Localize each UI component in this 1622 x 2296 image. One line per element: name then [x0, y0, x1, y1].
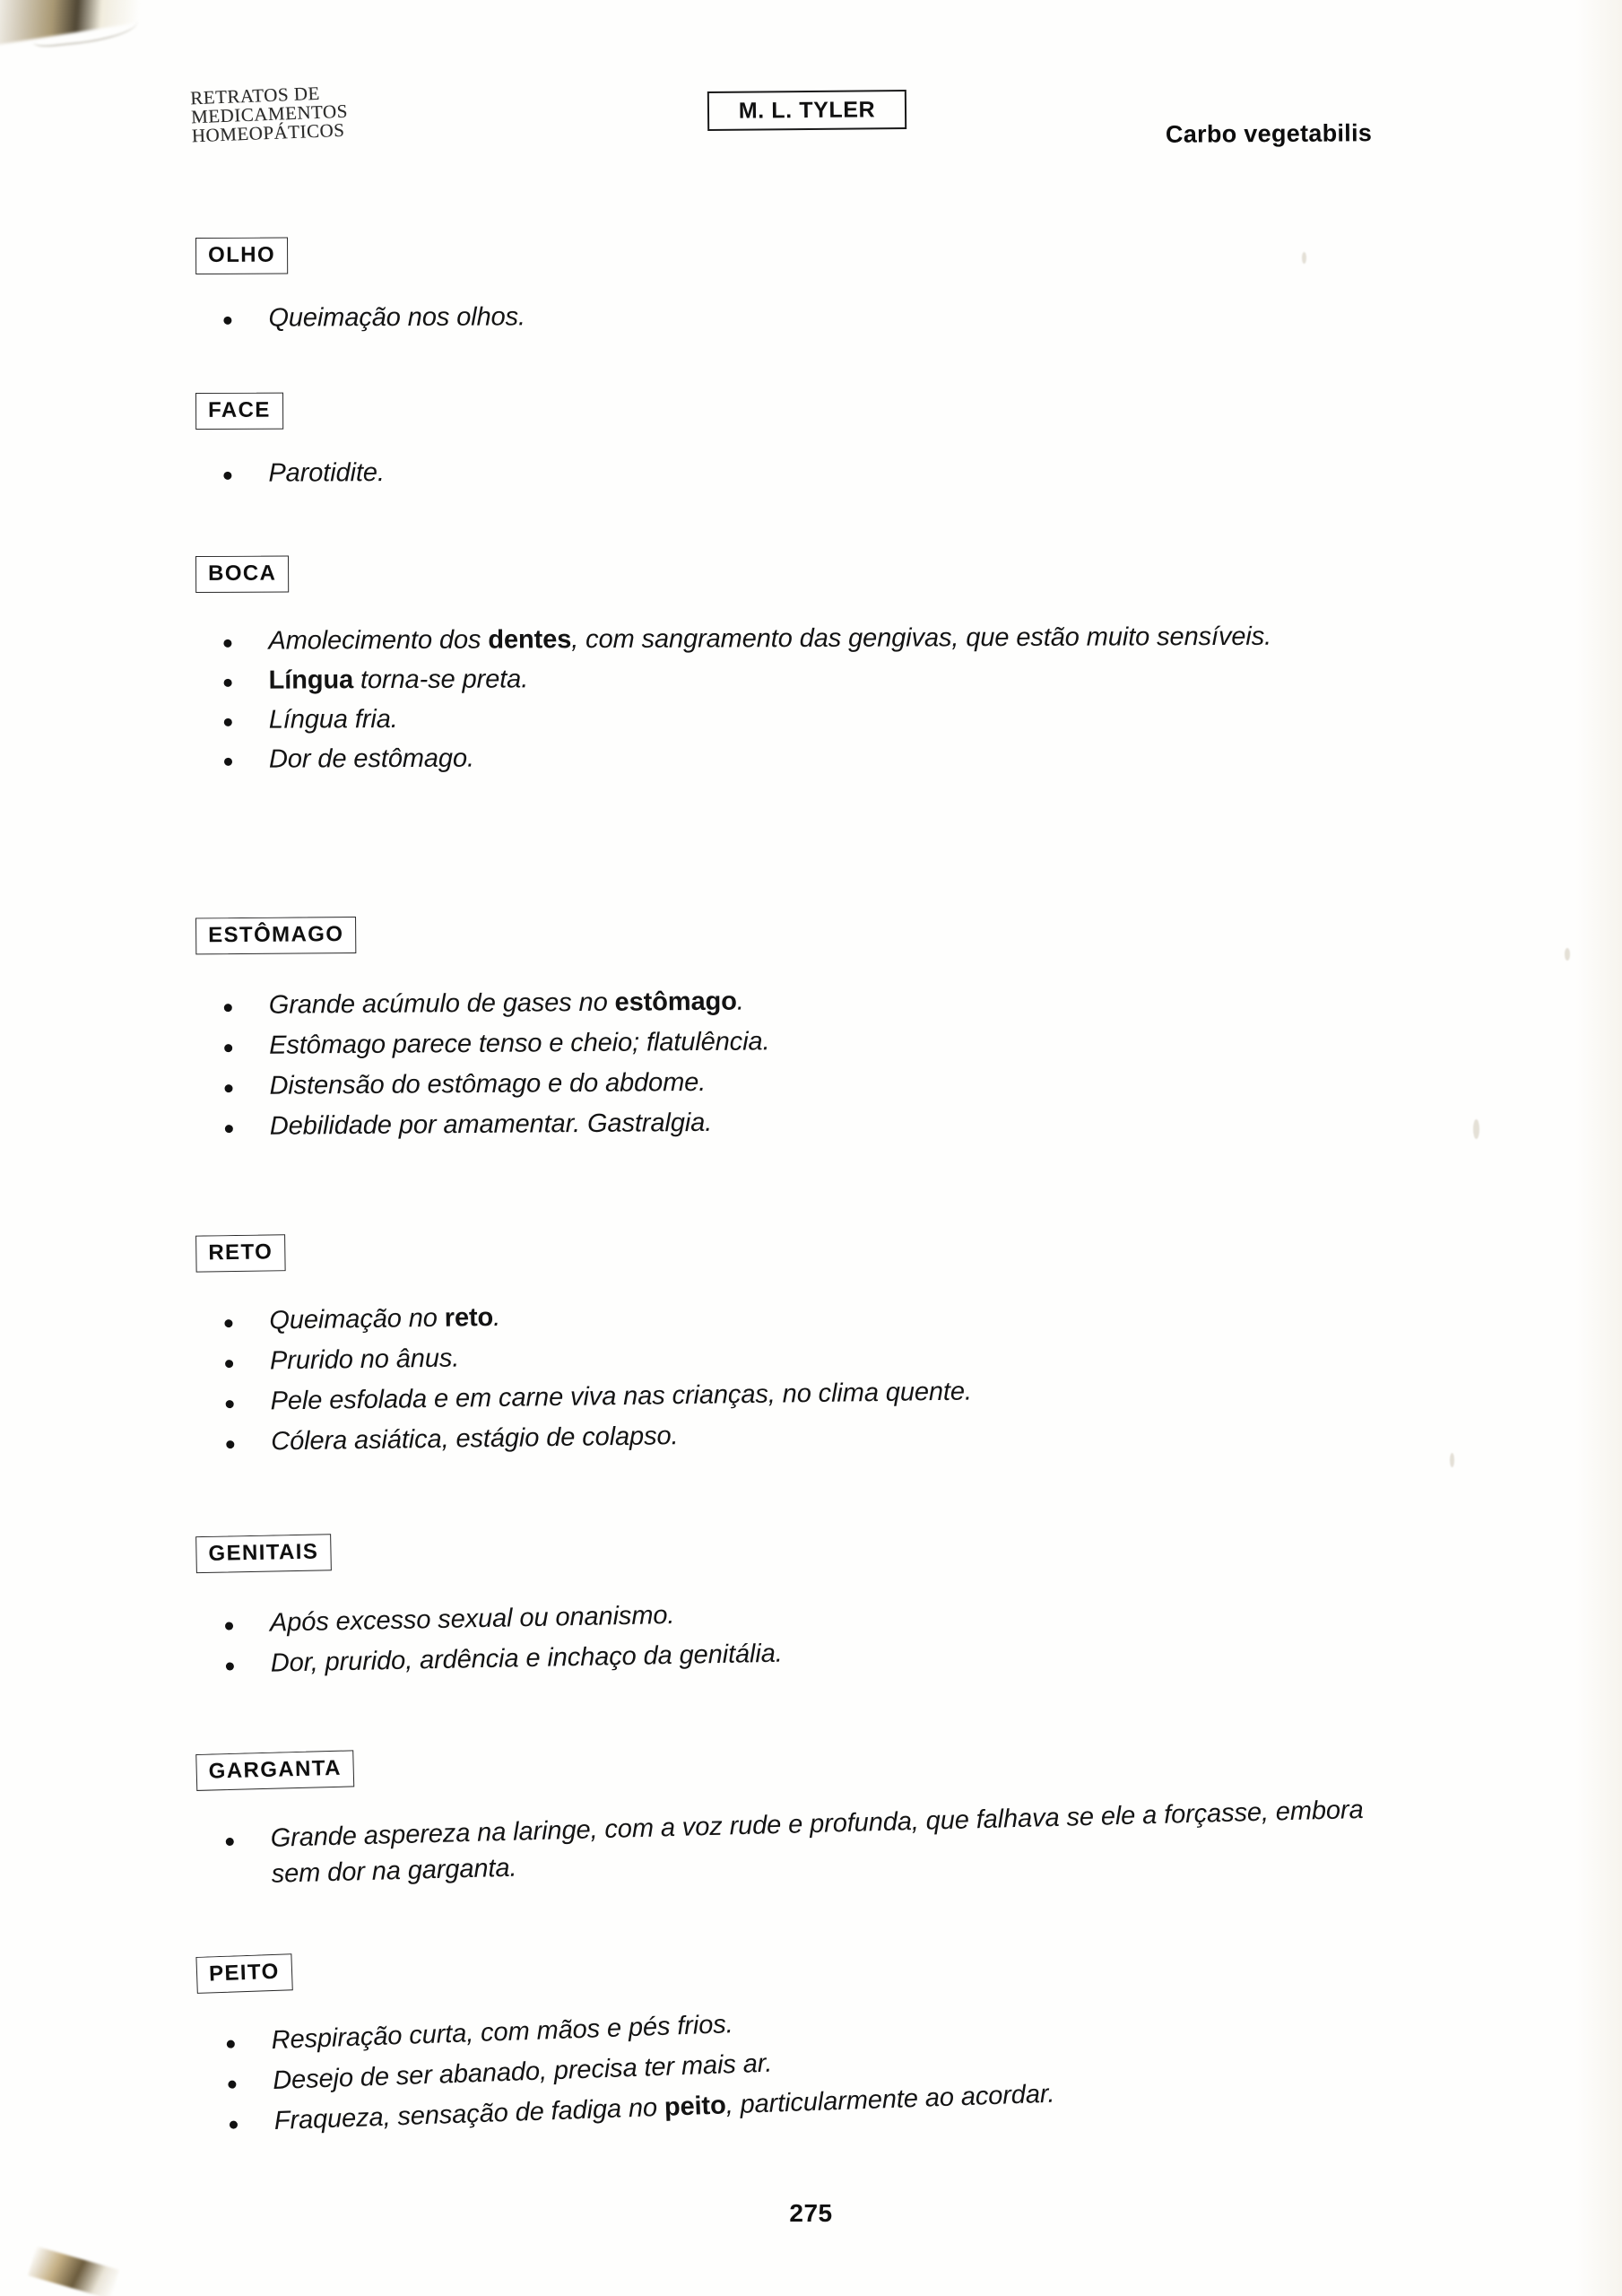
author-name-box: [707, 90, 906, 131]
section-estomago: [0, 907, 1622, 1141]
publisher-logo-stamp: RETRATOS DE MEDICAMENTOS HOMEOPÁTICOS: [189, 82, 349, 146]
bullet-dot-icon: [226, 1440, 234, 1448]
list-item-text: Língua fria.: [268, 705, 398, 735]
list-item: [213, 736, 1378, 778]
symptom-list-olho: [212, 295, 1449, 336]
bullet-dot-icon: [224, 1084, 232, 1092]
scan-speck: [1473, 1119, 1479, 1139]
symptom-list-reto: [213, 1287, 1398, 1460]
author-name: M. L. TYLER: [738, 96, 876, 124]
bullet-dot-icon: [227, 2039, 235, 2048]
list-item-text: Após excesso sexual ou onanismo.: [269, 1600, 675, 1638]
bullet-dot-icon: [223, 472, 231, 480]
bullet-dot-icon: [224, 1004, 232, 1012]
section-genitais: [0, 1509, 1622, 1678]
list-item-text: Amolecimento dos dentes, com sangramento das gengivas, que estão muito sensíveis.: [268, 622, 1272, 656]
section-garganta: [0, 1717, 1621, 1889]
bullet-dot-icon: [224, 1319, 232, 1327]
section-heading-estomago: ESTÔMAGO: [195, 917, 357, 954]
list-item-text: Parotidite.: [268, 458, 385, 488]
bullet-dot-icon: [224, 758, 232, 766]
symptom-list-genitais: [213, 1583, 1398, 1682]
list-item-text: Dor de estômago.: [268, 744, 474, 774]
list-item: [213, 978, 1378, 1023]
list-item: [212, 295, 1449, 336]
list-item: [213, 697, 1378, 738]
bullet-dot-icon: [223, 317, 231, 325]
section-reto: [0, 1215, 1622, 1457]
symptom-list-peito: [214, 1983, 1419, 2142]
symptom-list-garganta: [213, 1791, 1390, 1893]
page-header: [0, 0, 1622, 170]
bullet-dot-icon: [225, 1125, 233, 1133]
list-item: [213, 1100, 1379, 1144]
bullet-dot-icon: [226, 1662, 234, 1670]
section-peito: [1, 1907, 1622, 2136]
list-item-text: Cólera asiática, estágio de colapso.: [271, 1422, 679, 1457]
section-heading-boca: BOCA: [195, 556, 289, 593]
bullet-dot-icon: [224, 1044, 232, 1052]
section-boca: [0, 550, 1622, 774]
section-heading-olho: OLHO: [195, 238, 288, 274]
scan-corner-artifact-bottom-left: [28, 2246, 119, 2296]
section-heading-face: FACE: [195, 393, 283, 430]
list-item-text: Grande acúmulo de gases no estômago.: [268, 987, 744, 1020]
list-item: [212, 618, 1377, 659]
symptom-list-estomago: [213, 978, 1379, 1144]
bullet-dot-icon: [225, 1622, 233, 1630]
list-item-text: Debilidade por amamentar. Gastralgia.: [269, 1108, 713, 1141]
section-face: [0, 387, 1622, 488]
section-heading-reto: RETO: [195, 1234, 285, 1272]
bullet-dot-icon: [224, 718, 232, 726]
scan-speck: [1565, 948, 1570, 961]
list-item-text: Fraqueza, sensação de fadiga no peito, particularmente ao acordar.: [273, 2079, 1055, 2136]
section-heading-peito: PEITO: [195, 1953, 292, 1994]
section-heading-genitais: GENITAIS: [195, 1534, 332, 1573]
list-item-text: Queimação nos olhos.: [268, 302, 526, 333]
list-item-text: Queimação no reto.: [269, 1302, 501, 1335]
list-item-text: Prurido no ânus.: [269, 1344, 460, 1376]
bullet-dot-icon: [230, 2120, 238, 2128]
list-item-text: Pele esfolada e em carne viva nas crianças, no clima quente.: [270, 1377, 973, 1416]
list-item: [213, 1059, 1378, 1104]
list-item: [212, 450, 1449, 491]
list-item-text: Distensão do estômago e do abdome.: [269, 1067, 707, 1100]
bullet-dot-icon: [225, 1360, 233, 1368]
bullet-dot-icon: [224, 679, 232, 687]
scan-speck: [1450, 1453, 1454, 1467]
list-item-text: Grande aspereza na laringe, com a voz rude e profunda, que falhava se ele a forçasse, embora sem dor na garganta.: [270, 1795, 1364, 1889]
scan-edge-shadow: [1575, 0, 1622, 2296]
page-number: 275: [789, 2199, 833, 2227]
scan-speck: [1302, 252, 1306, 264]
section-heading-garganta: GARGANTA: [195, 1750, 354, 1791]
list-item-text: Língua torna-se preta.: [268, 665, 529, 695]
symptom-list-face: [212, 450, 1449, 491]
bullet-dot-icon: [226, 1400, 234, 1408]
list-item: [213, 1019, 1378, 1064]
list-item: [213, 657, 1378, 699]
list-item-text: Dor, prurido, ardência e inchaço da genitália.: [270, 1639, 783, 1678]
bullet-dot-icon: [226, 1838, 234, 1846]
bullet-dot-icon: [228, 2080, 236, 2088]
list-item-text: Respiração curta, com mãos e pés frios.: [271, 2010, 734, 2056]
bullet-dot-icon: [223, 639, 231, 648]
list-item-text: Desejo de ser abanado, precisa ter mais ar.: [272, 2048, 773, 2096]
list-item-text: Estômago parece tenso e cheio; flatulência.: [269, 1027, 770, 1060]
list-item: [213, 1791, 1390, 1893]
symptom-list-boca: [212, 618, 1378, 778]
section-olho: [0, 231, 1622, 333]
running-head-remedy-title: Carbo vegetabilis: [1165, 119, 1373, 148]
